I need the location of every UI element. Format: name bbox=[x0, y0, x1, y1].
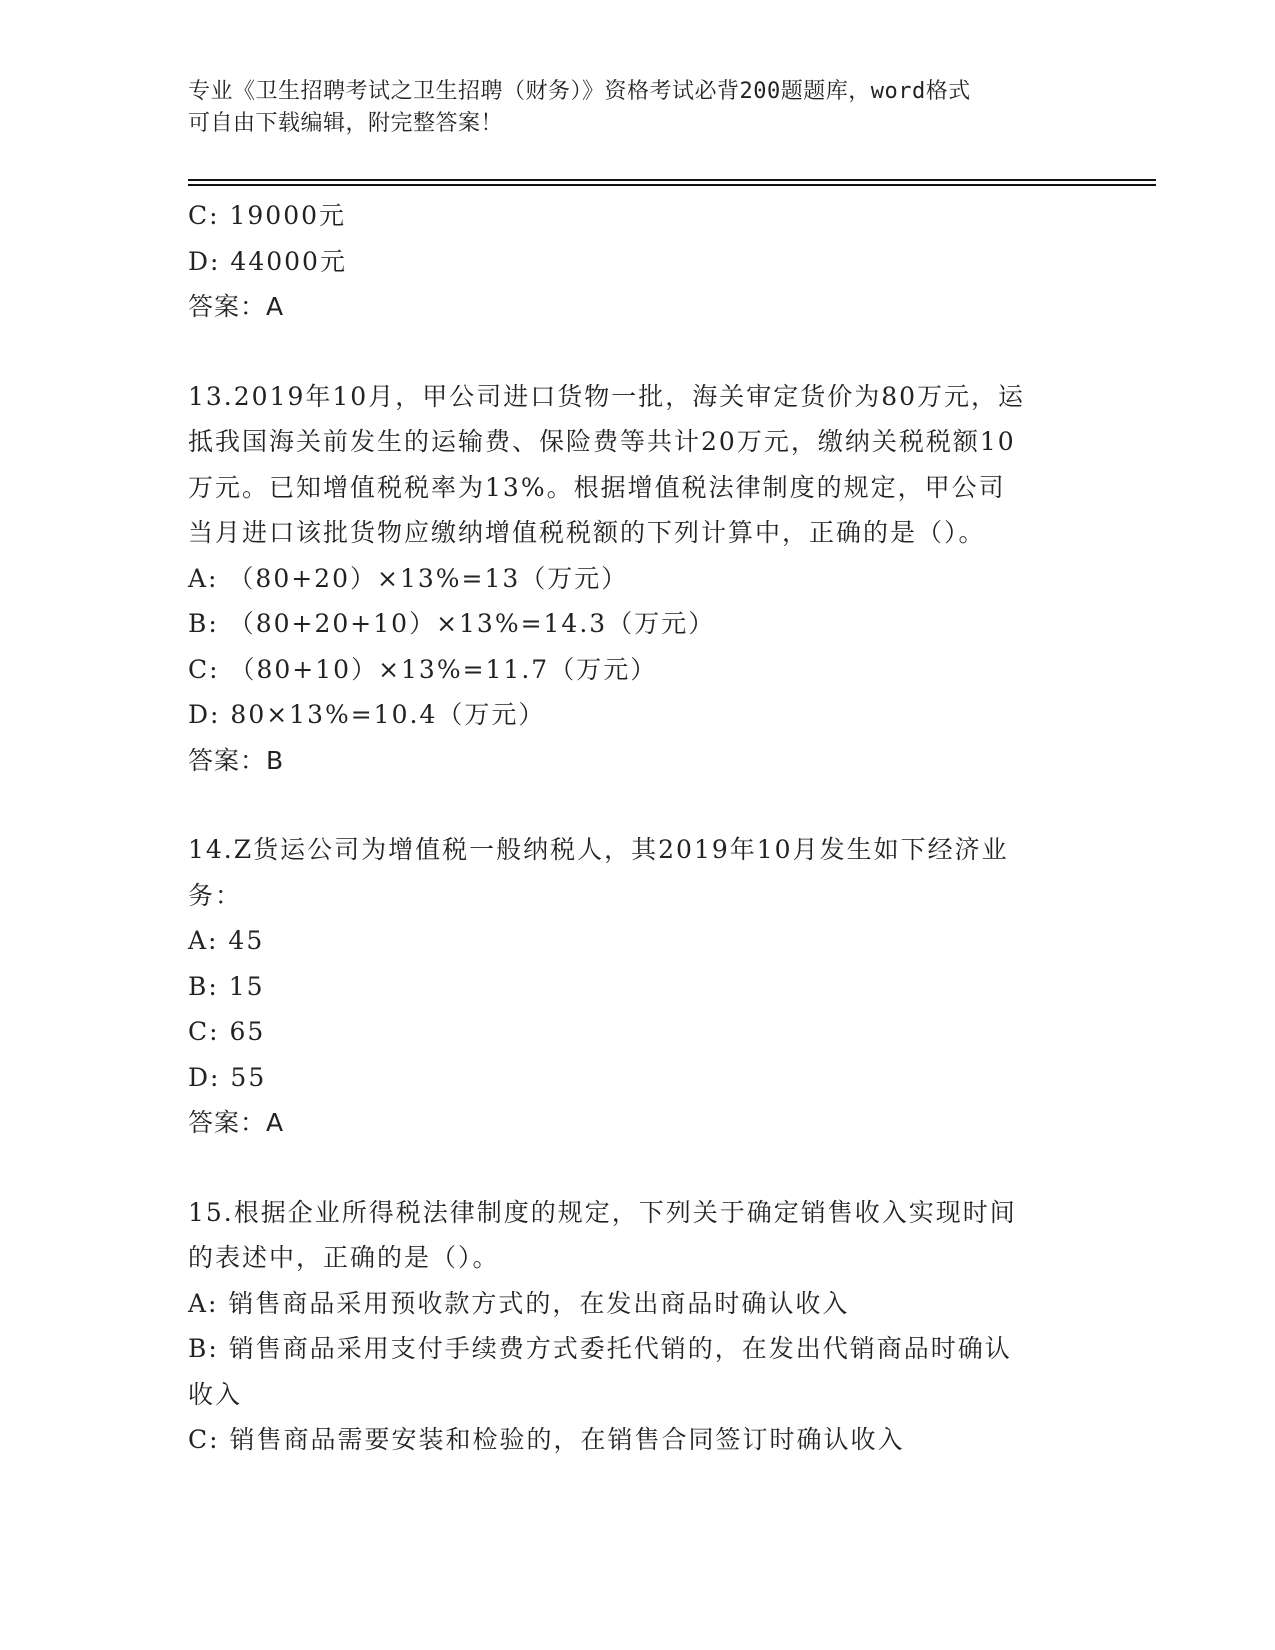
option-a: A: 销售商品采用预收款方式的，在发出商品时确认收入 bbox=[188, 1288, 850, 1318]
question-stem-line: 抵我国海关前发生的运输费、保险费等共计20万元，缴纳关税税额10 bbox=[188, 427, 1016, 456]
question-stem-line: 的表述中，正确的是（）。 bbox=[188, 1243, 500, 1272]
question-stem-line: 当月进口该批货物应缴纳增值税税额的下列计算中，正确的是（）。 bbox=[188, 518, 986, 547]
header-line-1: 专业《卫生招聘考试之卫生招聘（财务）》资格考试必背200题题库，word格式 bbox=[188, 79, 971, 104]
answer-label: 答案：A bbox=[188, 1108, 285, 1137]
option-b: B: （80+20+10）×13%=14.3（万元） bbox=[188, 609, 716, 638]
option-d: D: 80×13%=10.4（万元） bbox=[188, 700, 546, 729]
option-a: A: 45 bbox=[188, 926, 265, 955]
answer-label: 答案：A bbox=[188, 292, 285, 321]
option-c: C: （80+10）×13%=11.7（万元） bbox=[188, 654, 658, 684]
question-13 bbox=[188, 374, 1088, 784]
option-c: C: 65 bbox=[188, 1017, 266, 1046]
question-12-tail bbox=[188, 193, 1088, 330]
question-stem-line: 14.Z货运公司为增值税一般纳税人，其2019年10月发生如下经济业 bbox=[188, 835, 1009, 864]
option-c: C: 销售商品需要安装和检验的，在销售合同签订时确认收入 bbox=[188, 1425, 905, 1454]
document-body bbox=[188, 193, 1088, 1463]
question-stem-line: 13.2019年10月，甲公司进口货物一批，海关审定货价为80万元，运 bbox=[188, 381, 1026, 411]
question-stem-line: 15.根据企业所得税法律制度的规定，下列关于确定销售收入实现时间 bbox=[188, 1197, 1017, 1227]
question-14 bbox=[188, 827, 1088, 1146]
answer-label: 答案：B bbox=[188, 745, 285, 775]
question-15 bbox=[188, 1190, 1088, 1463]
question-stem-line: 万元。已知增值税税率为13%。根据增值税法律制度的规定，甲公司 bbox=[188, 472, 1006, 502]
option-d: D: 55 bbox=[188, 1062, 267, 1092]
option-b: B: 15 bbox=[188, 971, 265, 1001]
header-rule-top bbox=[188, 179, 1156, 181]
header-rule-bottom bbox=[188, 184, 1156, 186]
option-d: D: 44000元 bbox=[188, 246, 347, 276]
option-c: C: 19000元 bbox=[188, 201, 347, 230]
header-line-2: 可自由下载编辑，附完整答案！ bbox=[188, 111, 504, 136]
document-header bbox=[188, 76, 1088, 140]
option-b: B: 销售商品采用支付手续费方式委托代销的，在发出代销商品时确认 bbox=[188, 1334, 1012, 1363]
option-b-continued: 收入 bbox=[188, 1379, 243, 1409]
option-a: A: （80+20）×13%=13（万元） bbox=[188, 563, 629, 593]
question-stem-line: 务： bbox=[188, 880, 243, 910]
